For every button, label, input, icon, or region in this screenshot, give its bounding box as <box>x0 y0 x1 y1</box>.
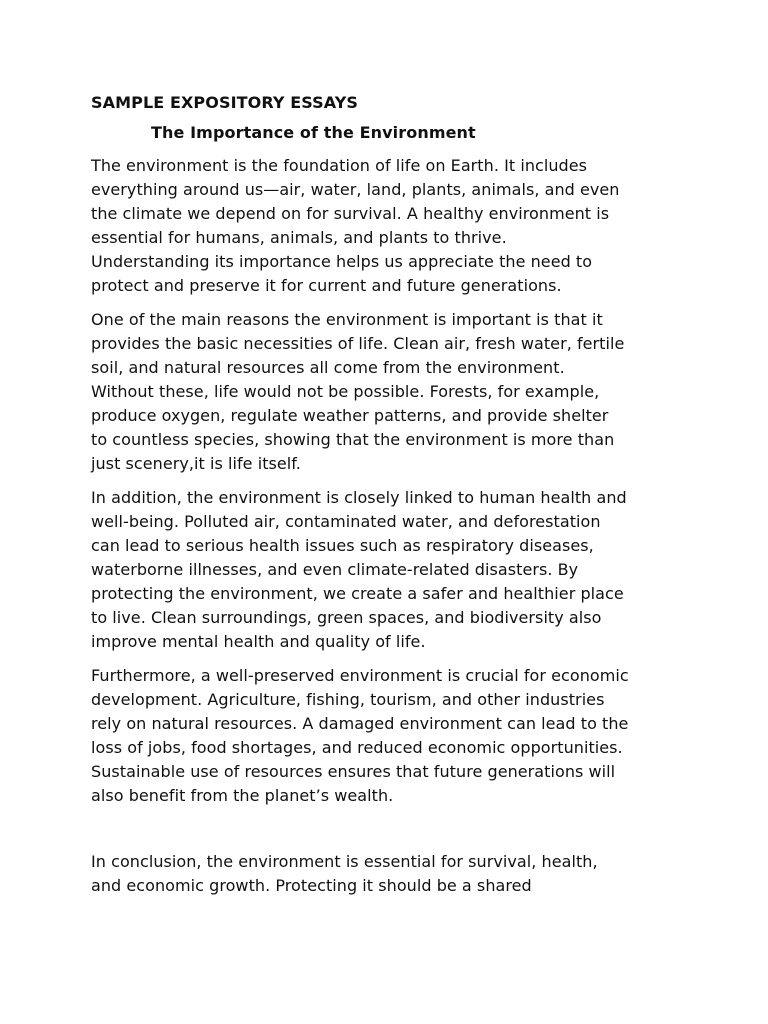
paragraph-necessities: One of the main reasons the environment is important is that it provides the basic necessities of life. Clean air, fresh water, fertile soil, and natural resources all come from the environment. Without these, life would not be possible. Forests, for example, produce oxygen, regulate weather patterns, and provide shelter to countless species, showing that the environment is more than just scenery,it is life itself. <box>91 310 625 473</box>
paragraph-introduction: The environment is the foundation of life on Earth. It includes everything around us—air, water, land, plants, animals, and even the climate we depend on for survival. A healthy environment is essential for humans, animals, and plants to thrive. Understanding its importance helps us appreciate the need to protect and preserve it for current and future generations. <box>91 156 620 295</box>
document-heading: SAMPLE EXPOSITORY ESSAYS <box>91 93 359 112</box>
essay-title: The Importance of the Environment <box>151 123 476 142</box>
paragraph-conclusion: In conclusion, the environment is essential for survival, health, and economic growth. Protecting it should be a shared <box>91 852 598 895</box>
paragraph-health: In addition, the environment is closely linked to human health and well-being. Polluted air, contaminated water, and deforestation can lead to serious health issues such as respiratory diseases, waterborne illnesses, and even climate-related disasters. By protecting the environment, we create a safer and healthier place to live. Clean surroundings, green spaces, and biodiversity also improve mental health and quality of life. <box>91 488 627 651</box>
document-body <box>91 92 691 898</box>
paragraph-economy: Furthermore, a well-preserved environment is crucial for economic development. Agriculture, fishing, tourism, and other industries rely on natural resources. A damaged environment can lead to the loss of jobs, food shortages, and reduced economic opportunities. Sustainable use of resources ensures that future generations will also benefit from the planet’s wealth. <box>91 666 629 805</box>
